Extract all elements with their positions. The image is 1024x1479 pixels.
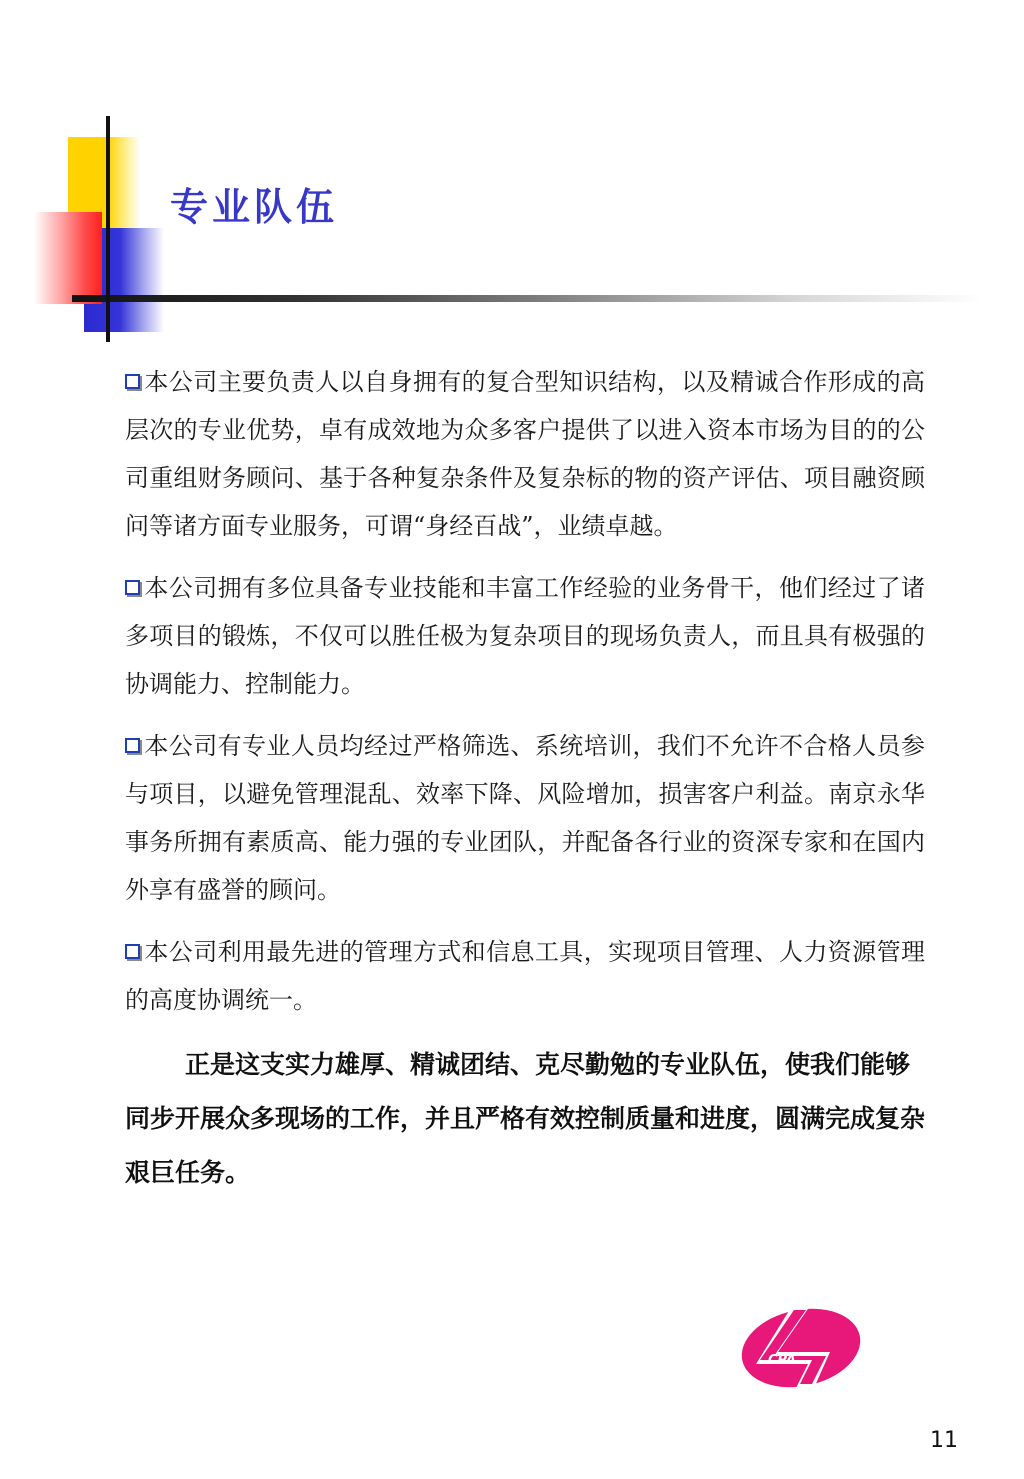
paragraph-text: 本公司利用最先进的管理方式和信息工具，实现项目管理、人力资源管理的高度协调统一。: [125, 938, 925, 1014]
decor-red-block: [34, 212, 102, 304]
square-bullet-icon: [125, 374, 140, 389]
cpa-logo-icon: [738, 1302, 866, 1392]
cpa-logo: [738, 1302, 866, 1392]
bullet-paragraph-2: [125, 564, 925, 708]
logo-text: CPA: [768, 1353, 796, 1368]
page-number: 11: [930, 1428, 958, 1453]
title-vertical-rule: [106, 116, 110, 342]
square-bullet-icon: [125, 580, 140, 595]
paragraph-text: 本公司有专业人员均经过严格筛选、系统培训，我们不允许不合格人员参与项目，以避免管理混乱、效率下降、风险增加，损害客户利益。南京永华事务所拥有素质高、能力强的专业团队，并配备各行业的资深专家和在国内外享有盛誉的顾问。: [125, 732, 925, 904]
square-bullet-icon: [125, 738, 140, 753]
paragraph-text: 本公司拥有多位具备专业技能和丰富工作经验的业务骨干，他们经过了诸多项目的锻炼，不仅可以胜任极为复杂项目的现场负责人，而且具有极强的协调能力、控制能力。: [125, 574, 925, 698]
page-title: 专业队伍: [170, 184, 339, 229]
square-bullet-icon: [125, 944, 140, 959]
bullet-paragraph-1: [125, 358, 925, 550]
bullet-paragraph-4: [125, 928, 925, 1024]
content-body: [125, 358, 925, 1225]
bullet-paragraph-3: [125, 722, 925, 914]
paragraph-text: 本公司主要负责人以自身拥有的复合型知识结构，以及精诚合作形成的高层次的专业优势，卓有成效地为众多客户提供了以进入资本市场为目的的公司重组财务顾问、基于各种复杂条件及复杂标的物的资产评估、项目融资顾问等诸方面专业服务，可谓“身经百战”，业绩卓越。: [125, 368, 925, 540]
title-underline-rule: [72, 295, 984, 302]
summary-statement: 正是这支实力雄厚、精诚团结、克尽勤勉的专业队伍，使我们能够同步开展众多现场的工作，并且严格有效控制质量和进度，圆满完成复杂艰巨任务。: [125, 1050, 926, 1187]
